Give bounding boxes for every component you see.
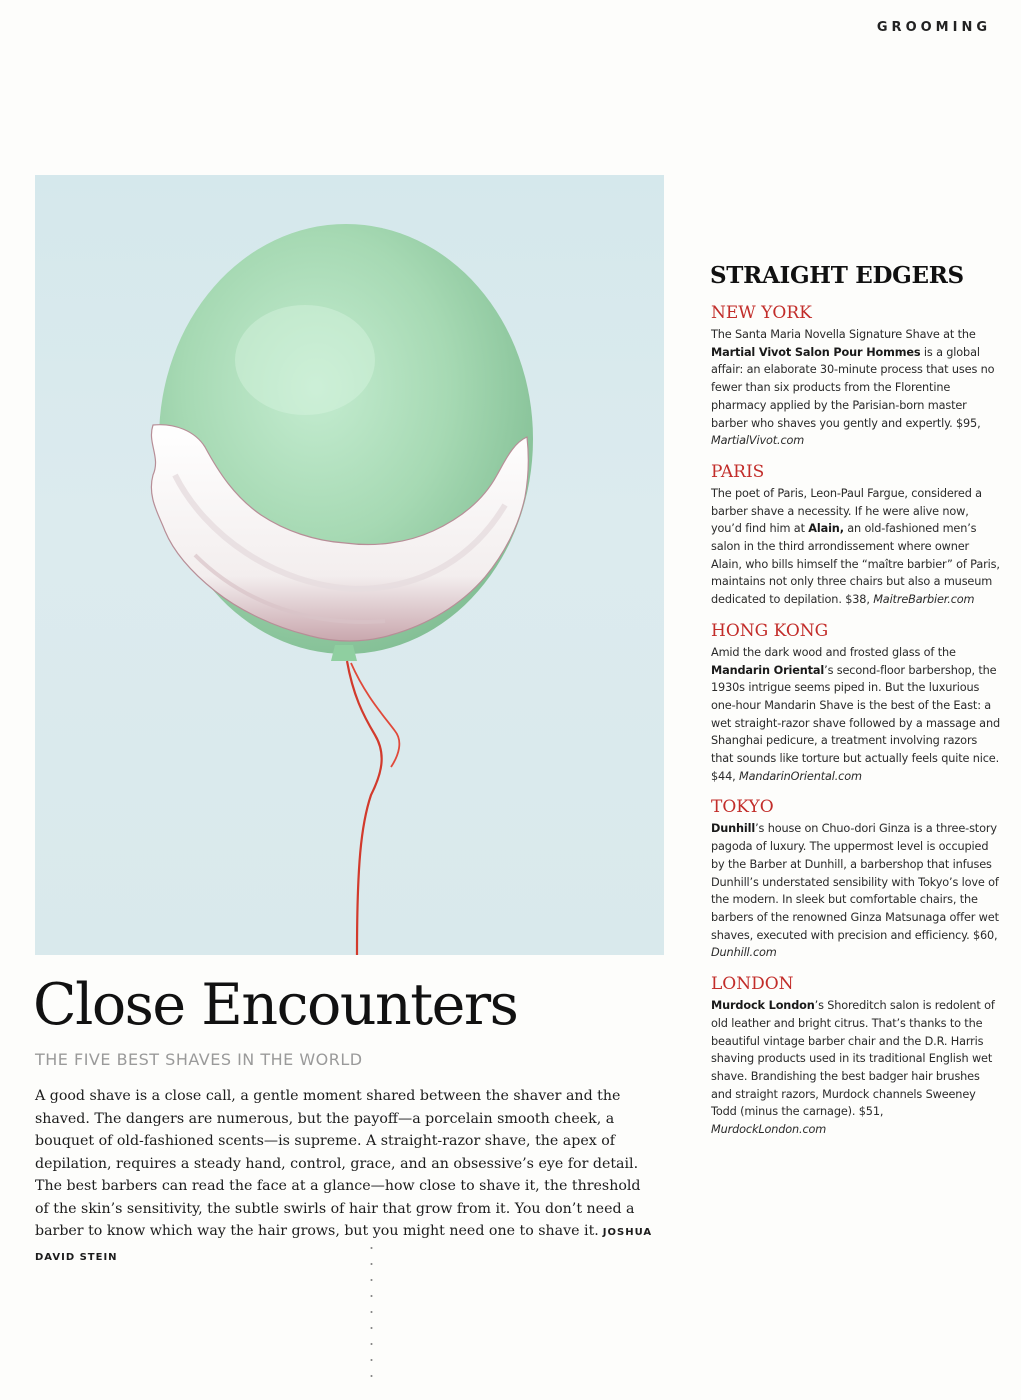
dotted-rule (370, 1240, 373, 1390)
website-link[interactable]: MartialVivot.com (711, 434, 805, 448)
headline: Close Encounters (33, 972, 518, 1038)
balloon-photo (35, 175, 664, 955)
venue-name: Mandarin Oriental (711, 663, 825, 677)
entry-text: The poet of Paris, Leon-Paul Fargue, considered a barber shave a necessity. If he were alive now, you’d find him at (711, 486, 982, 536)
entry-text: Amid the dark wood and frosted glass of the (711, 645, 956, 659)
entry-text: is a global affair: an elaborate 30-minute process that uses no fewer than six products from the Florentine pharmacy applied by the Parisian-born master barber who shaves you gently and expertly. $95, (711, 345, 995, 430)
city-heading: TOKYO (711, 797, 774, 818)
website-link[interactable]: MurdockLondon.com (711, 1123, 827, 1137)
entry-body (711, 485, 1000, 609)
entry-body (711, 820, 1000, 962)
balloon-foam-icon (35, 175, 664, 955)
venue-name: Dunhill (711, 822, 756, 836)
website-link[interactable]: MaitreBarbier.com (873, 593, 975, 607)
entry-hong-kong (710, 621, 1000, 786)
entry-london (710, 974, 1000, 1139)
website-link[interactable]: MandarinOriental.com (739, 769, 862, 783)
sidebar (710, 262, 1000, 1151)
entry-body (711, 326, 1000, 450)
venue-name: Murdock London (711, 999, 815, 1013)
city-heading: NEW YORK (711, 303, 812, 323)
dek: THE FIVE BEST SHAVES IN THE WORLD (35, 1050, 363, 1069)
city-heading: LONDON (711, 974, 794, 995)
venue-name: Martial Vivot Salon Pour Hommes (711, 345, 921, 359)
entry-body (711, 997, 1000, 1139)
entry-new-york (710, 303, 1000, 450)
entry-tokyo (710, 797, 1000, 962)
byline: JOSHUA DAVID STEIN (35, 1227, 653, 1263)
city-heading: HONG KONG (711, 620, 829, 641)
entry-text: ’s Shoreditch salon is redolent of old leather and bright citrus. That’s thanks to the beautiful vintage barber chair and the D.R. Harris shaving products used in its traditional English wet shave. Brandishing the best badger hair brushes and straight razors, Murdock channels Sweeney Todd (minus the carnage). $51, (711, 999, 995, 1119)
intro-paragraph (35, 1085, 657, 1269)
city-heading: PARIS (711, 461, 765, 482)
entry-paris (710, 462, 1000, 609)
website-link[interactable]: Dunhill.com (711, 946, 777, 960)
section-tag: GROOMING (876, 20, 991, 35)
sidebar-title: STRAIGHT EDGERS (710, 262, 964, 289)
entry-text: The Santa Maria Novella Signature Shave at the (711, 328, 976, 341)
entry-text: an old-fashioned men’s salon in the third arrondissement where owner Alain, who bills himself the “maître barbier” of Paris, maintains not only three chairs but also a museum dedicated to depilation. $38, (711, 522, 1000, 607)
venue-name: Alain, (808, 522, 844, 536)
intro-text: A good shave is a close call, a gentle moment shared between the shaver and the shaved. The dangers are numerous, but the payoff—a porcelain smooth cheek, a bouquet of old-fashioned scents—is supreme. A straight-razor shave, the apex of depilation, requires a steady hand, control, grace, and an obsessive’s eye for detail. The best barbers can read the face at a glance—how close to shave it, the threshold of the skin’s sensitivity, the subtle swirls of hair that grow from it. You don’t need a barber to know which way the hair grows, but you might need one to shave it. (35, 1088, 641, 1239)
entry-body (711, 644, 1000, 786)
entry-text: ’s second-floor barbershop, the 1930s intrigue seems piped in. But the luxurious one-hour Mandarin Shave is the best of the East: a wet straight-razor shave followed by a massage and Shanghai pedicure, a treatment involving razors that sounds like torture but actually feels quite nice. $44, (711, 663, 1000, 783)
entry-text: ’s house on Chuo-dori Ginza is a three-story pagoda of luxury. The uppermost level is occupied by the Barber at Dunhill, a barbershop that infuses Dunhill’s understated sensibility with Tokyo’s love of the modern. In sleek but comfortable chairs, the barbers of the renowned Ginza Matsunaga offer wet shaves, executed with precision and efficiency. $60, (711, 822, 999, 942)
